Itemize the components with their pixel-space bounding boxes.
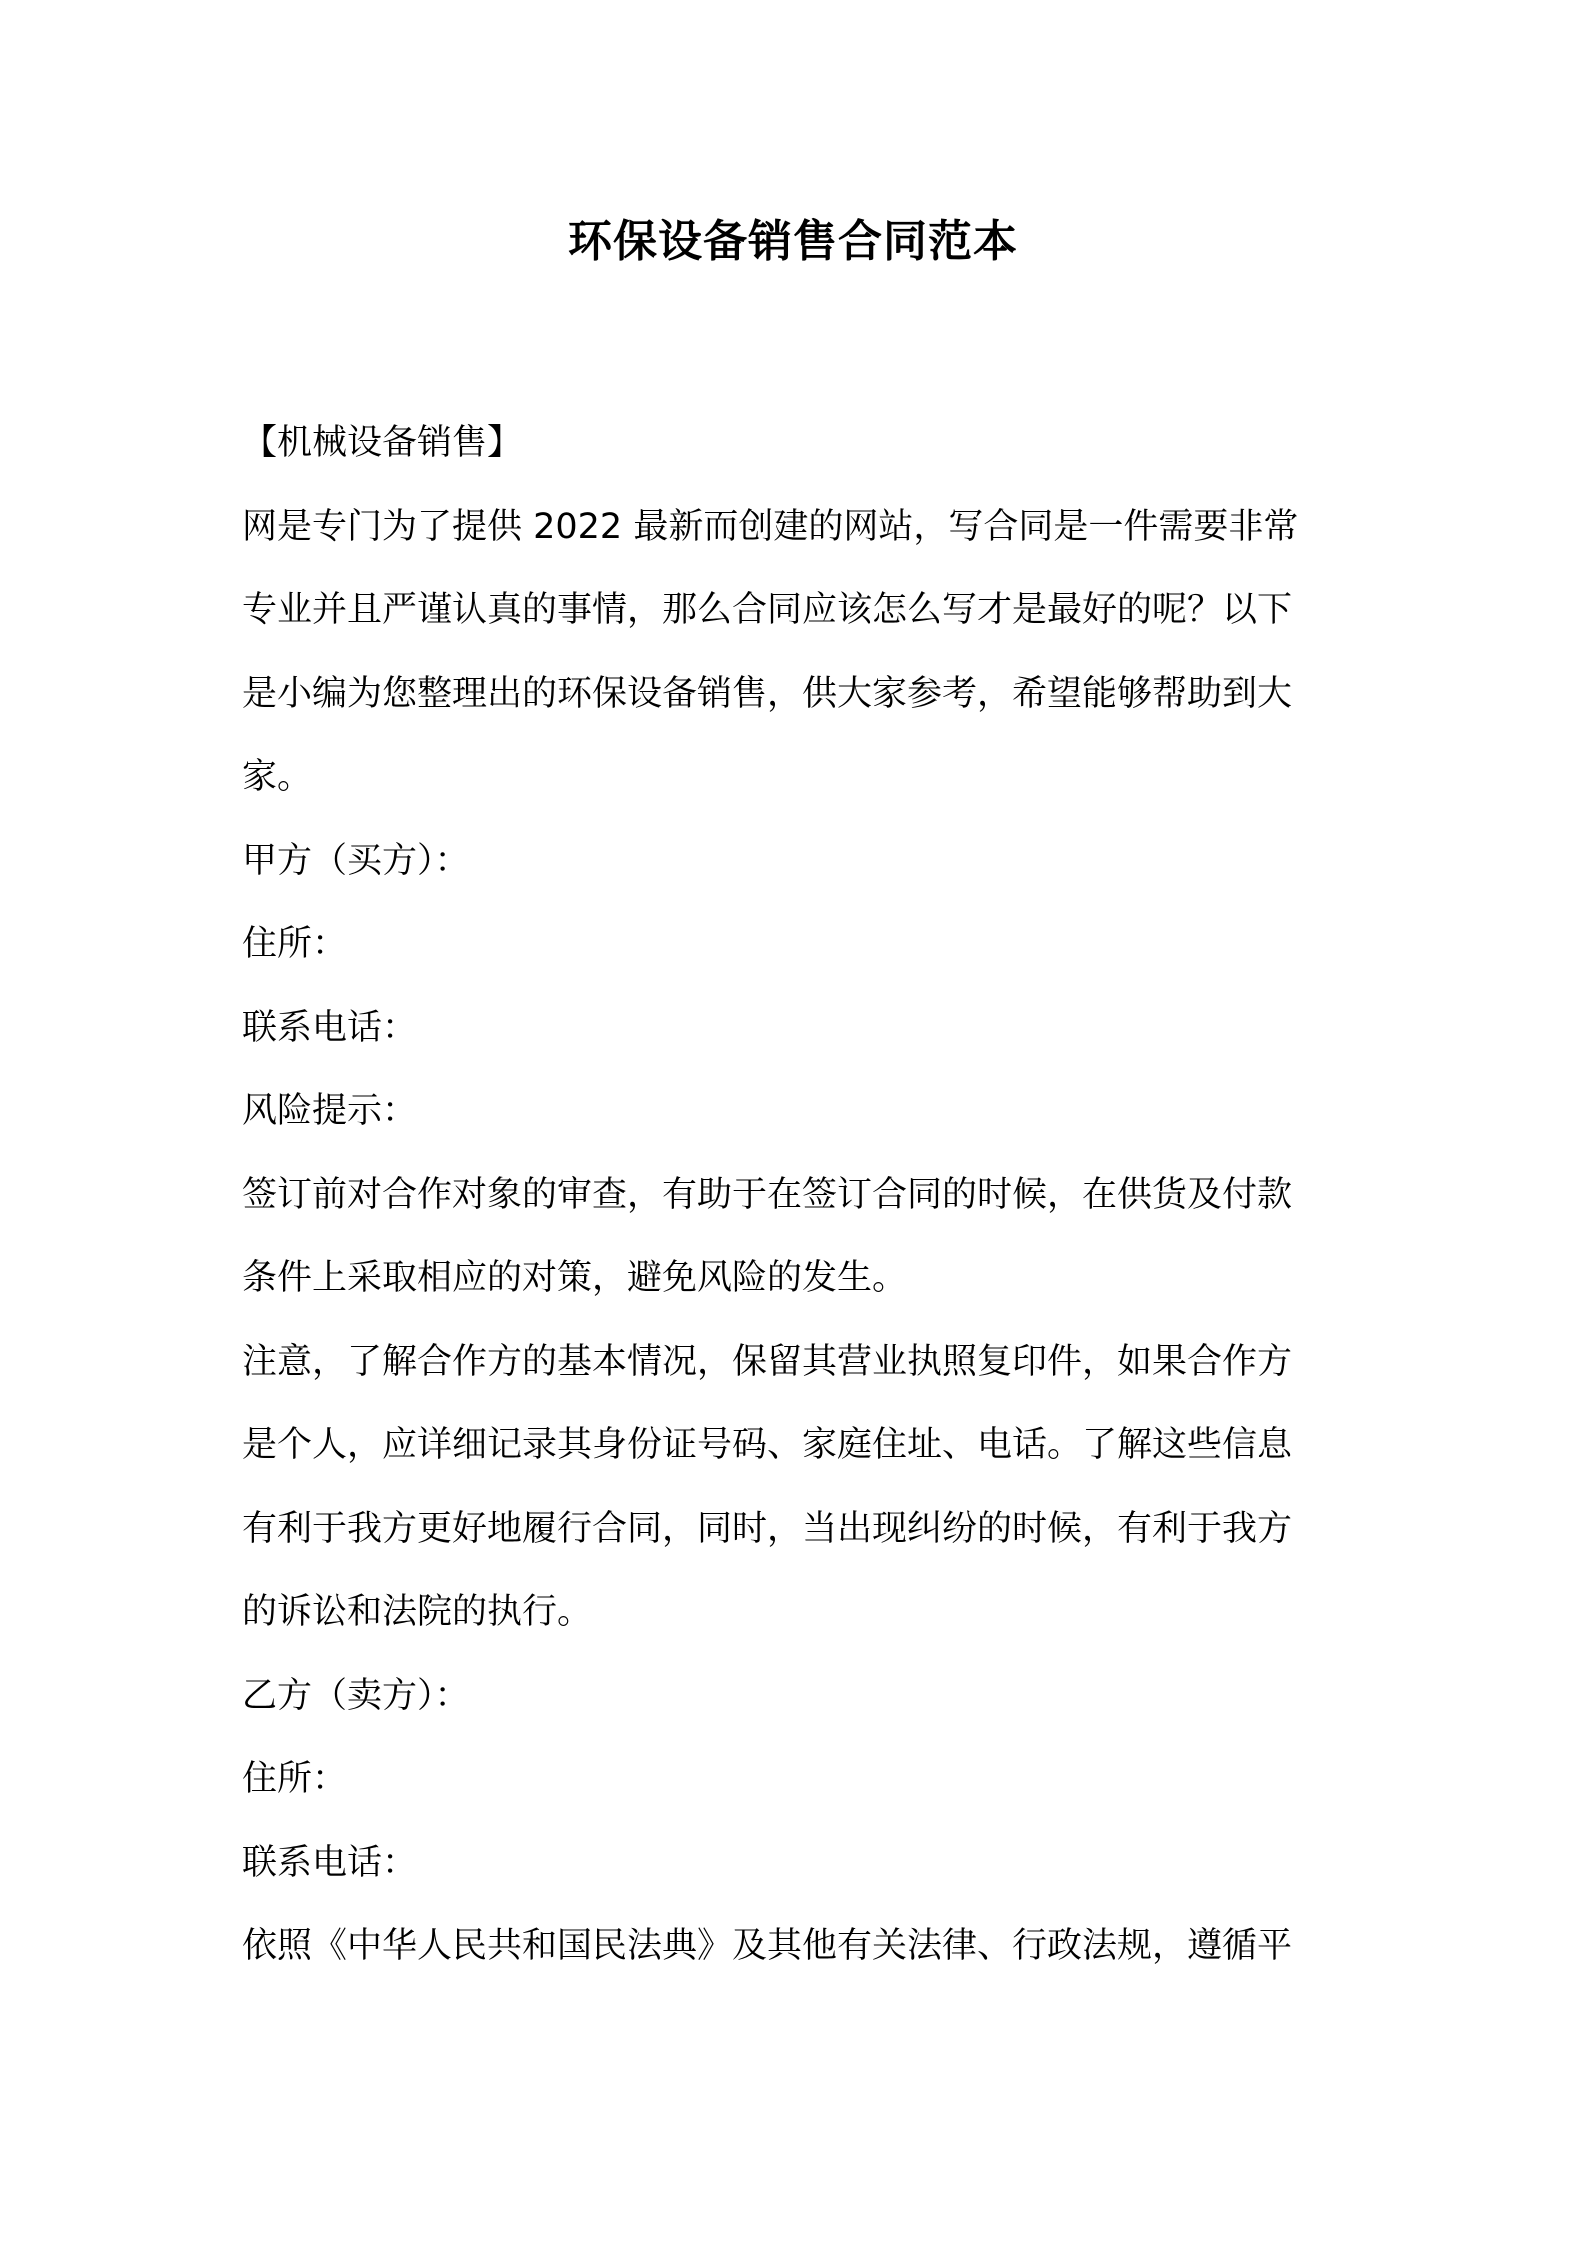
body-line: 是个人，应详细记录其身份证号码、家庭住址、电话。了解这些信息 [242,1425,1293,1465]
body-line: 家。 [242,757,313,797]
body-line: 的诉讼和法院的执行。 [242,1592,593,1632]
body-line: 依照《中华人民共和国民法典》及其他有关法律、行政法规，遵循平 [242,1926,1293,1966]
buyer-phone-label: 联系电话： [242,1007,418,1048]
buyer-address-label: 住所： [242,924,348,964]
document-body [242,402,1362,1989]
body-line: 签订前对合作对象的审查，有助于在签订合同的时候，在供货及付款 [242,1174,1293,1215]
body-line: 注意，了解合作方的基本情况，保留其营业执照复印件，如果合作方 [242,1341,1293,1382]
body-line: 有利于我方更好地履行合同，同时，当出现纠纷的时候，有利于我方 [242,1508,1293,1549]
body-line: 网是专门为了提供 2022 最新而创建的网站，写合同是一件需要非常 [242,506,1299,547]
seller-phone-label: 联系电话： [242,1842,418,1883]
seller-address-label: 住所： [242,1759,348,1799]
seller-label: 乙方（卖方）： [242,1675,470,1716]
body-line: 是小编为您整理出的环保设备销售，供大家参考，希望能够帮助到大 [242,673,1293,714]
document-title: 环保设备销售合同范本 [568,216,1018,267]
risk-notice-label: 风险提示： [242,1091,418,1131]
body-line: 专业并且严谨认真的事情，那么合同应该怎么写才是最好的呢？以下 [242,590,1293,630]
section-heading: 【机械设备销售】 [242,423,523,463]
buyer-label: 甲方（买方）： [242,840,470,881]
body-line: 条件上采取相应的对策，避免风险的发生。 [242,1258,908,1298]
